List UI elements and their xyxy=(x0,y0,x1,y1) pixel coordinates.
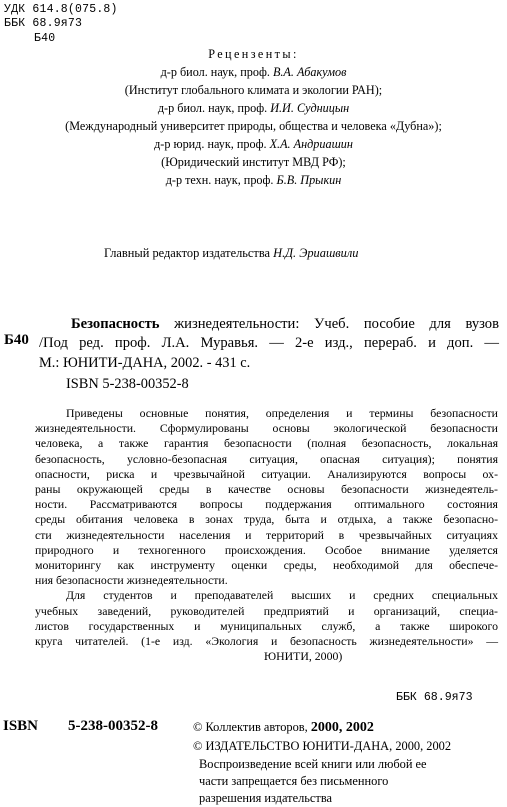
copyright-authors: © Коллектив авторов, 2000, 2002 xyxy=(193,720,374,735)
reviewer-line: д-р техн. наук, проф. Б.В. Прыкин xyxy=(165,173,342,187)
footer-isbn-label: ISBN xyxy=(3,718,39,734)
reviewer-line: (Юридический институт МВД РФ); xyxy=(161,155,346,169)
annotation-line: Приведены основные понятия, определения и термины безопасности xyxy=(66,406,498,420)
annotation-line: листов государственных и муниципальных служб, а также широкого xyxy=(35,618,498,633)
annotation xyxy=(35,406,498,664)
annotation-line: сти жизнедеятельности населения и территорий в чрезвычайных ситуациях xyxy=(35,527,498,542)
chief-editor: Главный редактор издательства Н.Д. Эриашвили xyxy=(104,246,359,260)
reviewer-line: (Международный университет природы, общества и человека «Дубна»); xyxy=(65,119,442,133)
rights-notice-line: Воспроизведение всей книги или любой ее xyxy=(199,757,427,771)
reviewer-line: д-р биол. наук, проф. И.И. Судницын xyxy=(157,101,350,115)
annotation-line: мониторингу как инструменту оценки среды, необходимой для обеспече- xyxy=(35,558,498,573)
book-title-line: Безопасность жизнедеятельности: Учеб. пособие для вузов xyxy=(71,316,499,332)
annotation-line: жизнедеятельности. Сформулированы основы экологической безопасности xyxy=(35,421,498,436)
annotation-line: ЮНИТИ, 2000) xyxy=(264,649,343,664)
reviewers-heading: Рецензенты: xyxy=(208,47,299,61)
book-publisher-line: М.: ЮНИТИ-ДАНА, 2002. - 431 с. xyxy=(39,355,251,371)
copyright-publisher: © ИЗДАТЕЛЬСТВО ЮНИТИ-ДАНА, 2000, 2002 xyxy=(193,739,452,753)
annotation-line: человека, а также гарантия безопасности (полная безопасность, локальная xyxy=(35,436,498,451)
bbk-code: ББК 68.9я73 xyxy=(4,17,83,30)
annotation-line: безопасность, условно-безопасная ситуация, опасная ситуация); понятия xyxy=(35,451,498,466)
reviewer-line: д-р биол. наук, проф. В.А. Абакумов xyxy=(160,65,347,79)
annotation-line: природного и техногенного происхождения. Особое внимание уделяется xyxy=(35,542,498,557)
annotation-line: Для студентов и преподавателей высших и средних специальных xyxy=(66,588,498,603)
book-code: Б40 xyxy=(4,332,29,348)
rights-notice-line: части запрещается без письменного xyxy=(199,774,389,788)
annotation-line: среды обитания человека в зонах труда, быта и отдыха, а также безопасно- xyxy=(35,512,498,527)
author-mark: Б40 xyxy=(34,32,56,45)
rights-notice-line: разрешения издательства xyxy=(199,791,333,805)
footer-bbk: ББК 68.9я73 xyxy=(396,691,473,704)
annotation-line: раны окружающей среды в качестве основы безопасности жизнедеятель- xyxy=(35,482,498,497)
annotation-line: учебных заведений, руководителей предприятий и организаций, специа- xyxy=(35,603,498,618)
annotation-line: ния безопасности жизнедеятельности. xyxy=(35,573,228,588)
book-editor-line: /Под ред. проф. Л.А. Муравья. — 2-е изд., перераб. и доп. — xyxy=(39,335,499,351)
reviewer-line: д-р юрид. наук, проф. Х.А. Андриашин xyxy=(154,137,353,151)
annotation-line: опасности, риска и чрезвычайной ситуации. Анализируются вопросы ох- xyxy=(35,466,498,481)
reviewer-line: (Институт глобального климата и экологии РАН); xyxy=(124,83,383,97)
annotation-line: ности. Рассматриваются вопросы поддержания оптимального состояния xyxy=(35,497,498,512)
annotation-line: круга читателей. (1-е изд. «Экология и безопасность жизнедеятельности» — xyxy=(35,634,498,649)
book-isbn: ISBN 5-238-00352-8 xyxy=(66,376,189,392)
footer-isbn-value: 5-238-00352-8 xyxy=(68,718,158,734)
udk-code: УДК 614.8(075.8) xyxy=(4,3,118,16)
